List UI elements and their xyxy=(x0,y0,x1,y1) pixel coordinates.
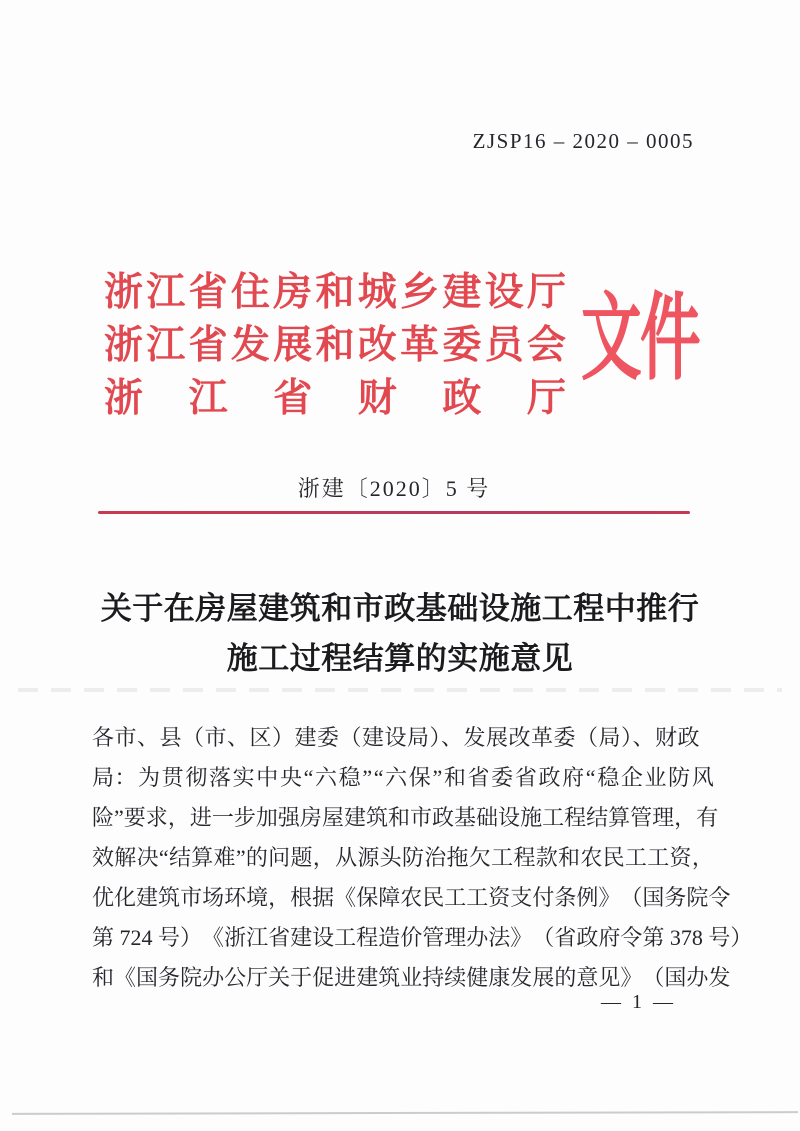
document-classification-code: ZJSP16 – 2020 – 0005 xyxy=(472,129,694,153)
agency-name-line: 浙 江 省 住 房 和 城 乡 建 设 厅 xyxy=(104,270,566,314)
paragraph-line: 险 ” 要 求 ， 进 一 步 加 强 房 屋 建 筑 和 市 政 基 础 设 施 工 程 结 算 管 理 ， 有 xyxy=(92,805,719,830)
paragraph-line: 和 《 国 务 院 办 公 厅 关 于 促 进 建 筑 业 持 续 健 康 发 展 的 意 见 》 （ 国 办 发 xyxy=(92,965,731,990)
salutation-line: 各市、县（市、区）建委（建设局）、发展改革委（局）、财政局： xyxy=(92,725,701,790)
paragraph-line: 第 724 号 ） 《 浙 江 省 建 设 工 程 造 价 管 理 办 法 》 （ 省 政 府 令 第 378 号 ） xyxy=(92,925,753,950)
paragraph-line: 效 解 决 “ 结 算 难 ” 的 问 题 ， 从 源 头 防 治 拖 欠 工 程 款 和 农 民 工 工 资 ， xyxy=(92,845,714,870)
scan-artifact-dashes xyxy=(18,688,782,692)
document-body xyxy=(92,718,753,998)
page-number: — 1 — xyxy=(601,991,676,1013)
document-title xyxy=(60,584,740,684)
body-paragraph xyxy=(92,758,753,998)
letterhead-separator-line xyxy=(98,511,690,514)
paragraph-line: 为 贯 彻 落 实 中 央 “ 六 稳 ” “ 六 保 ” 和 省 委 省 政 府 “ 稳 企 业 防 风 xyxy=(138,765,714,790)
letterhead-issuing-agencies xyxy=(104,262,566,421)
reference-number: 浙建〔2020〕5 号 xyxy=(297,476,491,501)
agency-name-line: 浙 江 省 发 展 和 改 革 委 员 会 xyxy=(104,323,566,367)
document-title-line: 施工过程结算的实施意见 xyxy=(226,641,574,676)
scan-edge-line xyxy=(12,1111,798,1115)
letterhead-doc-type-label: 文件 xyxy=(580,287,700,393)
paragraph-line: 优 化 建 筑 市 场 环 境 ， 根 据 《 保 障 农 民 工 工 资 支 付 条 例 》 （ 国 务 院 令 xyxy=(92,885,731,910)
document-title-line: 关于在房屋建筑和市政基础设施工程中推行 xyxy=(100,591,700,626)
agency-name-line: 浙 江 省 财 政 厅 xyxy=(104,376,566,420)
